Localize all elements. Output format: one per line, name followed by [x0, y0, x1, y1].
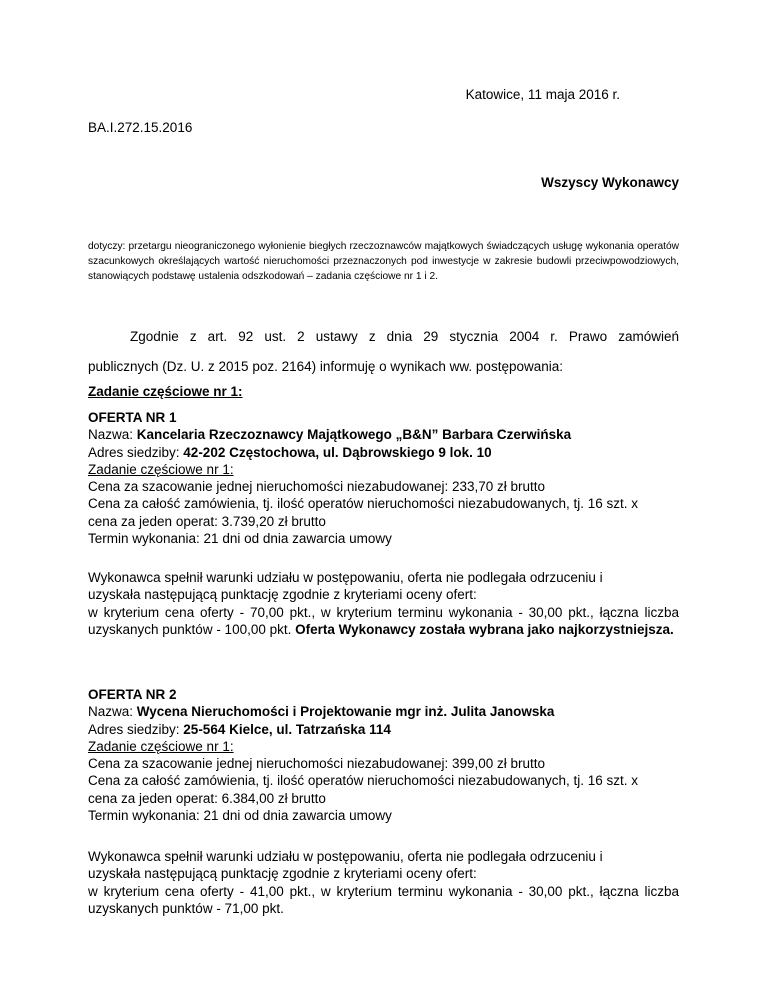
offer-address-row	[88, 444, 679, 461]
offer-address-label: Adres siedziby:	[88, 444, 184, 460]
result-line-2: uzyskała następującą punktację zgodnie z kryteriami oceny ofert:	[88, 587, 477, 603]
result-scores-text: w kryterium cena oferty - 70,00 pkt., w kryterium terminu wykonania - 30,00 pkt., łączna liczba uzyskanych punktów - 100,00 pkt.	[88, 604, 679, 637]
offer-2-details	[88, 686, 679, 824]
offer-deadline: Termin wykonania: 21 dni od dnia zawarcia umowy	[88, 531, 392, 547]
offer-address-label: Adres siedziby:	[88, 721, 184, 737]
intro-paragraph	[88, 322, 679, 382]
section-title: Zadanie częściowe nr 1:	[88, 384, 243, 399]
offer-price-total-line-2: cena za jeden operat: 6.384,00 zł brutto	[88, 790, 326, 806]
offer-address: 25-564 Kielce, ul. Tatrzańska 114	[183, 721, 391, 737]
intro-line-1: Zgodnie z art. 92 ust. 2 ustawy z dnia 29 stycznia 2004 r. Prawo zamówień	[130, 329, 679, 344]
result-scores	[88, 604, 679, 639]
offer-price-single: Cena za szacowanie jednej nieruchomości niezabudowanej: 233,70 zł brutto	[88, 479, 546, 495]
result-line-1: Wykonawca spełnił warunki udziału w postępowaniu, oferta nie podlegała odrzuceniu i	[88, 570, 603, 585]
reference-number: BA.I.272.15.2016	[88, 120, 193, 135]
offer-1-details	[88, 409, 679, 547]
offer-2-result	[88, 848, 679, 917]
offer-name-row	[88, 426, 679, 443]
offer-name-label: Nazwa:	[88, 427, 137, 443]
document-date: Katowice, 11 maja 2016 r.	[465, 87, 620, 102]
result-line-2: uzyskała następującą punktację zgodnie z kryteriami oceny ofert:	[88, 866, 477, 882]
result-line-1: Wykonawca spełnił warunki udziału w postępowaniu, oferta nie podlegała odrzuceniu i	[88, 849, 603, 864]
subject-paragraph: dotyczy: przetargu nieograniczonego wyłonienie biegłych rzeczoznawców majątkowych świadczących usługę wykonania operatów szacunkowych określających wartość nieruchomości przeznaczonych pod inwestycje w zakresie budowli przeciwpowodziowych, stanowiących podstawę ustalenia odszkodowań – zadania częściowe nr 1 i 2.	[88, 241, 679, 283]
offer-task: Zadanie częściowe nr 1:	[88, 738, 234, 754]
offer-title: OFERTA NR 2	[88, 687, 177, 702]
offer-name-label: Nazwa:	[88, 704, 137, 720]
offer-address: 42-202 Częstochowa, ul. Dąbrowskiego 9 lok. 10	[183, 444, 492, 460]
offer-deadline: Termin wykonania: 21 dni od dnia zawarcia umowy	[88, 808, 392, 824]
offer-address-row	[88, 721, 679, 738]
offer-title: OFERTA NR 1	[88, 410, 177, 425]
result-selected: Oferta Wykonawcy została wybrana jako najkorzystniejsza.	[295, 621, 674, 637]
recipient-heading: Wszyscy Wykonawcy	[541, 175, 679, 190]
offer-name-row	[88, 703, 679, 720]
offer-price-total-line-1: Cena za całość zamówienia, tj. ilość operatów nieruchomości niezabudowanych, tj. 16 szt. x	[88, 773, 639, 789]
offer-1-result	[88, 569, 679, 638]
offer-price-total-line-1: Cena za całość zamówienia, tj. ilość operatów nieruchomości niezabudowanych, tj. 16 szt. x	[88, 496, 639, 512]
result-scores: w kryterium cena oferty - 41,00 pkt., w kryterium terminu wykonania - 30,00 pkt., łączna liczba uzyskanych punktów - 71,00 pkt.	[88, 883, 679, 916]
offer-name: Wycena Nieruchomości i Projektowanie mgr inż. Julita Janowska	[136, 704, 555, 720]
offer-task: Zadanie częściowe nr 1:	[88, 461, 234, 477]
offer-name: Kancelaria Rzeczoznawcy Majątkowego „B&N” Barbara Czerwińska	[136, 427, 572, 443]
intro-line-2: publicznych (Dz. U. z 2015 poz. 2164) informuję o wynikach ww. postępowania:	[88, 359, 563, 374]
offer-price-single: Cena za szacowanie jednej nieruchomości niezabudowanej: 399,00 zł brutto	[88, 756, 546, 772]
offer-price-total-line-2: cena za jeden operat: 3.739,20 zł brutto	[88, 513, 326, 529]
